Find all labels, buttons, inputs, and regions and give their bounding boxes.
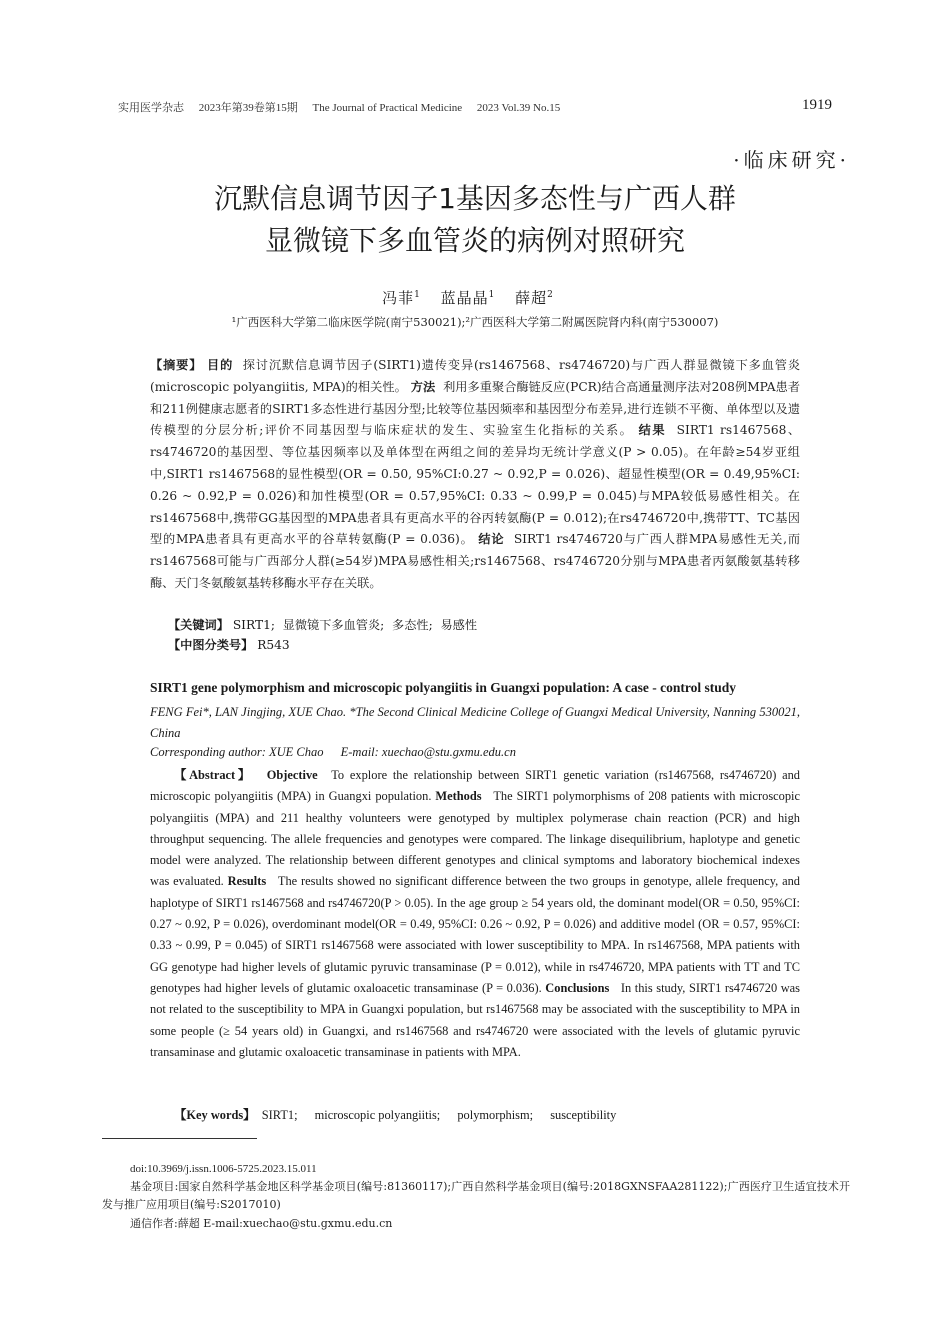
author-list bbox=[0, 287, 950, 308]
corresponding-email: E-mail: xuechao@stu.gxmu.edu.cn bbox=[340, 745, 516, 759]
keyword: SIRT1; bbox=[261, 1108, 298, 1122]
journal-name-en: The Journal of Practical Medicine bbox=[312, 102, 463, 114]
keyword: 易感性 bbox=[440, 618, 478, 632]
results-label: Results bbox=[227, 874, 267, 889]
keyword: 显微镜下多血管炎; bbox=[282, 618, 385, 632]
objective-text: To explore the relationship between SIRT1 genetic variation (rs1467568, rs4746720) and microscopic polyangiitis (MPA) in Guangxi population. bbox=[150, 768, 801, 804]
keywords-cn bbox=[168, 615, 477, 636]
running-header bbox=[118, 99, 572, 115]
funding-note: 基金项目:国家自然科学基金地区科学基金项目(编号:81360117);广西自然科学基金项目(编号:2018GXNSFAA281122);广西医疗卫生适宜技术开发与推广应用项目(编号:S2017010) bbox=[102, 1180, 850, 1211]
author-name: 冯菲 bbox=[382, 289, 415, 307]
english-corresponding bbox=[150, 745, 530, 760]
conclusion-label: 结论 bbox=[478, 532, 505, 547]
keyword: polymorphism; bbox=[457, 1108, 534, 1122]
classification-code: R543 bbox=[257, 638, 290, 652]
author-affil-mark: 1 bbox=[414, 290, 421, 300]
footnote-divider bbox=[102, 1138, 257, 1139]
title-line-1: 沉默信息调节因子1基因多态性与广西人群 bbox=[214, 182, 736, 215]
issue-en: 2023 Vol.39 No.15 bbox=[476, 102, 561, 114]
author-name: 薛超 bbox=[515, 289, 548, 307]
conclusions-label: Conclusions bbox=[545, 980, 610, 995]
corresponding-author: Corresponding author: XUE Chao bbox=[150, 745, 324, 759]
keyword: susceptibility bbox=[550, 1108, 617, 1122]
classification bbox=[168, 635, 290, 656]
author-name: 蓝晶晶 bbox=[440, 289, 489, 307]
affiliations: ¹广西医科大学第二临床医学院(南宁530021);²广西医科大学第二附属医院肾内科(南宁530007) bbox=[231, 315, 719, 329]
methods-label: 方法 bbox=[410, 379, 436, 394]
classification-label: 【中图分类号】 bbox=[168, 638, 254, 652]
doi: doi:10.3969/j.issn.1006-5725.2023.15.011 bbox=[130, 1163, 317, 1175]
abstract-label: 【Abstract】 bbox=[174, 768, 253, 782]
title-line-2: 显微镜下多血管炎的病例对照研究 bbox=[264, 224, 685, 257]
keyword: microscopic polyangiitis; bbox=[314, 1108, 441, 1122]
section-label: ·临床研究· bbox=[733, 148, 850, 172]
keyword: 多态性; bbox=[392, 618, 433, 632]
conclusion-text: SIRT1 rs4746720与广西人群MPA易感性无关,而rs1467568可能与广西部分人群(≥54岁)MPA易感性相关;rs1467568、rs4746720分别与MPA患者丙氨酸氨基转移酶、天门冬氨酸氨基转移酶水平存在关联。 bbox=[150, 532, 801, 590]
conclusions-text: In this study, SIRT1 rs4746720 was not related to the susceptibility to MPA in Guangxi population, but rs1467568 may be associated with the susceptibility to MPA in some people (≥ 54 years old) in Guangxi, and rs1467568 and rs4746720 were associated with the levels of glutamic pyruvic transaminase and glutamic oxaloacetic transaminase in patients with MPA. bbox=[150, 980, 800, 1059]
keyword: SIRT1; bbox=[232, 618, 275, 632]
journal-name-cn: 实用医学杂志 bbox=[118, 102, 184, 114]
english-keywords bbox=[174, 1105, 630, 1123]
abstract-label: 【摘要】 bbox=[150, 358, 203, 372]
author-affil-mark: 2 bbox=[547, 290, 554, 300]
methods-text: 利用多重聚合酶链反应(PCR)结合高通量测序法对208例MPA患者和211例健康志愿者的SIRT1多态性进行基因分型;比较等位基因频率和基因型分布差异,进行连锁不平衡、单体型以及遗传模型的分层分析;评价不同基因型与临床症状的发生、实验室生化指标的关系。 bbox=[150, 379, 801, 438]
keywords-label: 【Key words】 bbox=[174, 1108, 256, 1122]
objective-label: Objective bbox=[266, 768, 318, 782]
objective-text: 探讨沉默信息调节因子(SIRT1)遗传变异(rs1467568、rs4746720)与广西人群显微镜下多血管炎(microscopic polyangiitis, MPA)的相关性。 bbox=[150, 358, 801, 394]
methods-text: The SIRT1 polymorphisms of 208 patients with microscopic polyangiitis (MPA) and 211 healthy volunteers were genotyped by multiplex polymerase chain reaction (PCR) and high throughput sequencing. The allele frequencies and genotypes were compared. The linkage disequilibrium, haplotype and genetic model were analyzed. The relationship between different genotypes and clinical symptoms and laboratory biochemical indexes was evaluated. bbox=[150, 789, 800, 889]
english-authors: FENG Fei*, LAN Jingjing, XUE Chao. *The Second Clinical Medicine College of Guangxi Medical University, Nanning 530021, China bbox=[150, 705, 800, 740]
results-label: 结果 bbox=[638, 423, 666, 438]
abstract-cn bbox=[150, 355, 800, 595]
objective-label: 目的 bbox=[207, 358, 234, 372]
english-title: SIRT1 gene polymorphism and microscopic polyangiitis in Guangxi population: A case - control study bbox=[150, 680, 736, 695]
english-abstract bbox=[150, 765, 800, 1063]
author-affil-mark: 1 bbox=[488, 290, 496, 300]
results-text: SIRT1 rs1467568、rs4746720的基因型、等位基因频率以及单体型在两组之间的差异均无统计学意义(P > 0.05)。在年龄≥54岁亚组中,SIRT1 rs1467568的显性模型(OR = 0.50, 95%CI:0.27 ~ 0.92,P = 0.026)、超显性模型(OR = 0.49,95%CI: 0.26 ~ 0.92,P = 0.026)和加性模型(OR = 0.57,95%CI: 0.33 ~ 0.99,P = 0.045)与MPA较低易感性相关。在rs1467568中,携带GG基因型的MPA患者具有更高水平的谷丙转氨酶(P = 0.012);在rs4746720中,携带TT、TC基因型的MPA患者具有更高水平的谷草转氨酶(P = 0.036)。 bbox=[150, 423, 801, 547]
corresponding-note: 通信作者:薛超 E-mail:xuechao@stu.gxmu.edu.cn bbox=[130, 1217, 393, 1230]
methods-label: Methods bbox=[435, 789, 482, 804]
page-number: 1919 bbox=[802, 97, 832, 113]
keywords-label: 【关键词】 bbox=[168, 618, 229, 632]
issue-cn: 2023年第39卷第15期 bbox=[198, 102, 298, 114]
results-text: The results showed no significant difference between the two groups in genotype, allele frequency, and haplotype of SIRT1 rs1467568 and rs4746720(P > 0.05). In the age group ≥ 54 years old, the dominant model(OR = 0.50, 95%CI: 0.27 ~ 0.92, P = 0.026), overdominant model(OR = 0.49, 95%CI: 0.26 ~ 0.92, P = 0.026) and additive model (OR = 0.57, 95%CI: 0.33 ~ 0.99, P = 0.045) of SIRT1 rs1467568 were associated with lower susceptibility to MPA. In rs1467568, MPA patients with GG genotype had higher levels of glutamic pyruvic transaminase (P = 0.012), while in rs4746720, MPA patients with TT and TC genotypes had higher levels of glutamic oxaloacetic transaminase (P = 0.036). bbox=[150, 874, 800, 995]
